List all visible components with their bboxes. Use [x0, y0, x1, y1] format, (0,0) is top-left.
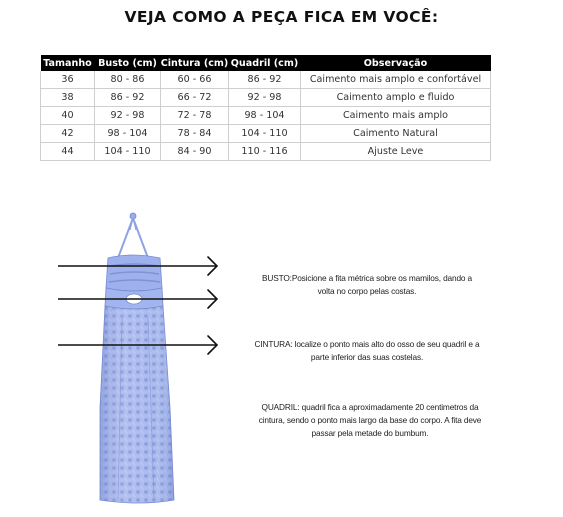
table-row — [41, 143, 491, 161]
cell-size: 44 — [41, 143, 95, 161]
cell-quadril: 110 - 116 — [229, 143, 301, 161]
busto-instruction: BUSTO:Posicione a fita métrica sobre os mamilos, dando a volta no corpo pelas costas. — [261, 273, 473, 296]
cell-size: 36 — [41, 71, 95, 89]
cell-busto: 92 - 98 — [95, 107, 161, 125]
cell-size: 40 — [41, 107, 95, 125]
cell-quadril: 98 - 104 — [229, 107, 301, 125]
right-arrow-icon — [58, 257, 217, 275]
cintura-instruction: CINTURA: localize o ponto mais alto do osso de seu quadril e a parte inferior das suas costelas. — [254, 339, 480, 362]
header-cintura: Cintura (cm) — [161, 55, 229, 71]
size-table — [40, 55, 491, 161]
cell-observacao: Caimento Natural — [301, 125, 491, 143]
cell-size: 42 — [41, 125, 95, 143]
cell-busto: 80 - 86 — [95, 71, 161, 89]
table-row — [41, 71, 491, 89]
cell-busto: 86 - 92 — [95, 89, 161, 107]
header-quadril: Quadril (cm) — [229, 55, 301, 71]
right-arrow-icon — [58, 336, 217, 354]
table-row — [41, 89, 491, 107]
cell-busto: 98 - 104 — [95, 125, 161, 143]
cell-cintura: 78 - 84 — [161, 125, 229, 143]
header-observacao: Observação — [301, 55, 491, 71]
cell-quadril: 86 - 92 — [229, 71, 301, 89]
quadril-instruction: QUADRIL: quadril fica a aproximadamente 20 centimetros da cintura, sendo o ponto mais largo da base do corpo. A fita deve passar pela metade do bumbum. — [258, 402, 482, 438]
header-busto: Busto (cm) — [95, 55, 161, 71]
cell-observacao: Caimento mais amplo e confortável — [301, 71, 491, 89]
cell-busto: 104 - 110 — [95, 143, 161, 161]
cell-cintura: 60 - 66 — [161, 71, 229, 89]
cell-cintura: 66 - 72 — [161, 89, 229, 107]
cell-cintura: 72 - 78 — [161, 107, 229, 125]
page-title: VEJA COMO A PEÇA FICA EM VOCÊ: — [124, 8, 439, 26]
measurement-arrows — [58, 250, 228, 360]
cell-cintura: 84 - 90 — [161, 143, 229, 161]
cell-quadril: 92 - 98 — [229, 89, 301, 107]
right-arrow-icon — [58, 290, 217, 308]
cell-observacao: Ajuste Leve — [301, 143, 491, 161]
cell-quadril: 104 - 110 — [229, 125, 301, 143]
cell-size: 38 — [41, 89, 95, 107]
table-row — [41, 125, 491, 143]
table-header-row — [41, 55, 491, 71]
table-row — [41, 107, 491, 125]
cell-observacao: Caimento amplo e fluido — [301, 89, 491, 107]
header-tamanho: Tamanho — [41, 55, 95, 71]
cell-observacao: Caimento mais amplo — [301, 107, 491, 125]
